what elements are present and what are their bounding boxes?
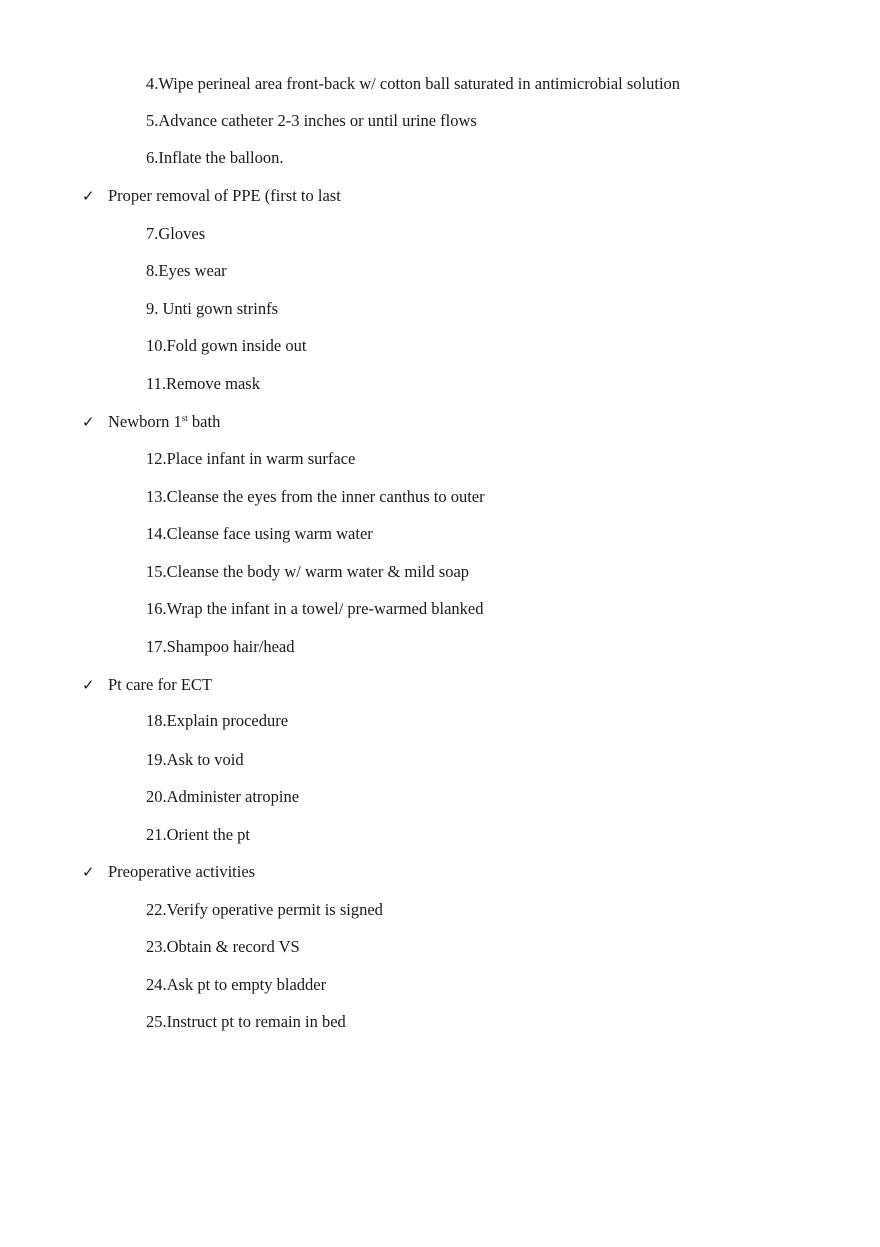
checkmark-icon: ✓: [82, 863, 95, 881]
step-18: 18.Explain procedure: [146, 711, 289, 730]
step-4: 4.Wipe perineal area front-back w/ cotton ball saturated in antimicrobial solution: [146, 74, 681, 93]
step-20: 20.Administer atropine: [146, 787, 300, 806]
section-preoperative: [82, 862, 255, 882]
step-21: 21.Orient the pt: [146, 825, 251, 844]
step-5: 5.Advance catheter 2-3 inches or until urine flows: [146, 111, 477, 130]
section-heading: Newborn 1st bath: [108, 412, 221, 431]
step-22: 22.Verify operative permit is signed: [146, 900, 383, 919]
section-ppe-removal: [82, 186, 341, 206]
section-heading: Proper removal of PPE (first to last: [108, 186, 341, 205]
step-9: 9. Unti gown strinfs: [146, 299, 278, 318]
section-heading: Pt care for ECT: [108, 675, 213, 694]
step-17: 17.Shampoo hair/head: [146, 637, 295, 656]
superscript: st: [181, 413, 188, 423]
step-13: 13.Cleanse the eyes from the inner canthus to outer: [146, 487, 485, 506]
step-15: 15.Cleanse the body w/ warm water & mild soap: [146, 562, 470, 581]
step-19: 19.Ask to void: [146, 750, 244, 769]
step-24: 24.Ask pt to empty bladder: [146, 975, 327, 994]
step-8: 8.Eyes wear: [146, 261, 227, 280]
checkmark-icon: ✓: [82, 413, 95, 431]
step-7: 7.Gloves: [146, 224, 206, 243]
step-16: 16.Wrap the infant in a towel/ pre-warmed blanked: [146, 599, 484, 618]
step-14: 14.Cleanse face using warm water: [146, 524, 373, 543]
checkmark-icon: ✓: [82, 676, 95, 694]
section-newborn-bath: [82, 412, 220, 432]
step-25: 25.Instruct pt to remain in bed: [146, 1012, 346, 1031]
step-6: 6.Inflate the balloon.: [146, 148, 284, 167]
step-11: 11.Remove mask: [146, 374, 260, 393]
section-ect-care: [82, 675, 212, 695]
checkmark-icon: ✓: [82, 187, 95, 205]
step-23: 23.Obtain & record VS: [146, 937, 300, 956]
section-heading: Preoperative activities: [108, 862, 256, 881]
step-10: 10.Fold gown inside out: [146, 336, 307, 355]
step-12: 12.Place infant in warm surface: [146, 449, 356, 468]
